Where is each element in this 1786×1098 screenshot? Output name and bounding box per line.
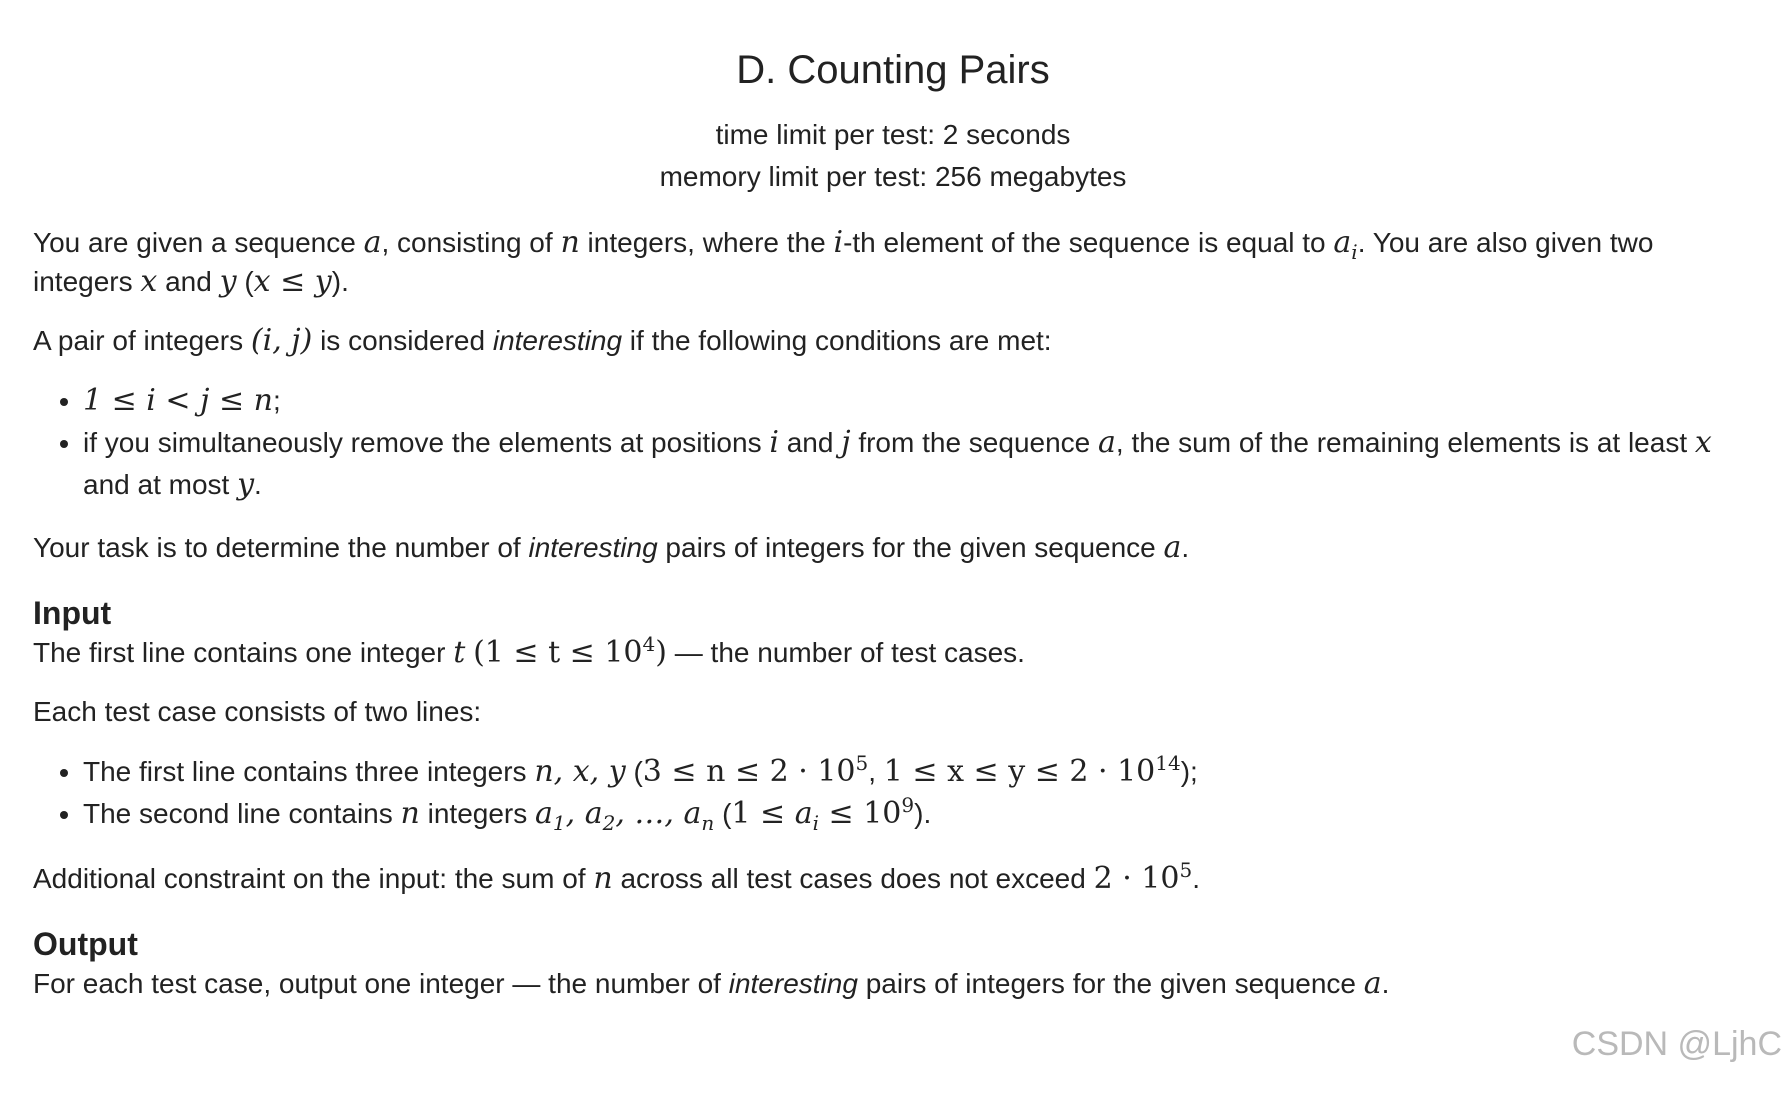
problem-header [33,0,1753,198]
text: Additional constraint on the input: the sum of [33,863,594,894]
statement-paragraph-2 [33,321,1753,360]
math-y: y [219,264,237,299]
math-a-i [1333,225,1358,264]
math-a: a [1363,966,1382,1001]
math-j: j [841,425,851,460]
math-i: i [833,225,844,260]
text: ( [236,266,254,297]
text: and at most [83,469,238,500]
text: A pair of integers [33,325,251,356]
text: , the sum of the remaining elements is at least [1115,427,1695,458]
memory-limit: memory limit per test: 256 megabytes [659,161,1127,192]
text: pairs of integers for the given sequence [857,968,1364,999]
text: from the sequence [850,427,1099,458]
math-x-le-y: x ≤ y [253,264,332,299]
math-sub: n [701,811,715,835]
math-sup: 5 [855,751,869,775]
math-text: a [584,796,603,831]
text: ( [625,756,643,787]
math-text: ≤ 10 [819,796,902,831]
text: ; [272,385,281,416]
watermark: CSDN @LjhC [1571,1025,1782,1063]
text: if you simultaneously remove the elements at positions [83,427,770,458]
list-item [83,751,1753,793]
text: . [254,469,262,500]
emphasis-interesting: interesting [728,968,858,999]
output-line-1 [33,964,1753,1003]
math-y: y [237,467,255,502]
text: ); [1180,756,1198,787]
math-n: n [560,225,580,260]
math-text: a [683,796,702,831]
text: The first line contains one integer [33,637,454,668]
list-item [83,422,1753,506]
math-sub: i [1351,240,1358,264]
text: ). [331,266,349,297]
input-format-list [33,751,1753,835]
math-t: t [453,635,466,670]
math-xy-range [883,751,1181,789]
math-sup: 14 [1155,751,1181,775]
math-text: , …, [615,796,684,831]
math-ai [794,796,819,835]
text: ). [914,798,932,829]
math-sub: i [812,811,819,835]
math-condition-1: 1 ≤ i < j ≤ n [83,383,273,418]
math-x: x [140,264,158,299]
math-n: n [593,861,613,896]
text: integers, where the [579,227,834,258]
math-text: a [794,796,813,831]
text: . [1381,968,1390,999]
text: . You are also given two integers [33,227,1654,297]
input-heading: Input [33,595,112,631]
text: — the number of test cases. [666,637,1025,668]
text: . [1181,532,1190,563]
text: if the following conditions are met: [622,325,1052,356]
text: -th element of the sequence is equal to [843,227,1334,258]
math-sup: 4 [642,632,656,656]
text: The second line contains [83,798,401,829]
math-a: a [1098,425,1116,460]
math-base: a [1333,225,1352,260]
text: The first line contains three integers [83,756,535,787]
text: integers [419,798,536,829]
statement-paragraph-1 [33,223,1753,301]
time-limit: time limit per test: 2 seconds [715,119,1071,150]
text: , consisting of [381,227,561,258]
conditions-list [33,380,1753,506]
math-sup: 9 [901,793,915,817]
text: You are given a sequence [33,227,364,258]
statement-paragraph-3 [33,528,1753,567]
math-sub: 1 [552,811,566,835]
math-text: 1 ≤ x ≤ y ≤ 2 · 10 [883,754,1156,789]
math-n-x-y: n, x, y [534,754,626,789]
math-a: a [363,225,382,260]
text: across all test cases does not exceed [612,863,1094,894]
math-sum-limit [1093,858,1193,896]
text: , [868,756,884,787]
math-ai-range [731,793,915,835]
math-text: 2 · 10 [1093,861,1180,896]
math-i: i [769,425,779,460]
emphasis-interesting: interesting [528,532,658,563]
list-item [83,380,1753,422]
math-text: ) [655,635,667,670]
input-line-2: Each test case consists of two lines: [33,696,482,727]
text: ( [714,798,732,829]
text: is considered [312,325,493,356]
text: pairs of integers for the given sequence [657,532,1164,563]
problem-title: D. Counting Pairs [736,48,1050,92]
list-item [83,793,1753,835]
text: and [157,266,220,297]
input-line-3 [33,859,1753,898]
math-sequence [535,796,715,835]
math-text: a [535,796,553,831]
text: Your task is to determine the number of [33,532,529,563]
math-text: (1 ≤ t ≤ 10 [473,635,643,670]
math-n-range [642,751,869,789]
input-line-1 [33,633,1753,672]
math-pair-ij: (i, j) [250,323,313,358]
math-text: , [565,796,585,831]
text: For each test case, output one integer — the number of [33,968,729,999]
emphasis-interesting: interesting [492,325,623,356]
problem-page [33,0,1753,1003]
math-sup: 5 [1179,858,1193,882]
math-t-range [473,632,667,670]
text: . [1192,863,1200,894]
math-text: 3 ≤ n ≤ 2 · 10 [642,754,856,789]
text: and [778,427,842,458]
math-a: a [1163,530,1182,565]
math-x: x [1694,425,1712,460]
output-heading: Output [33,926,138,962]
math-sub: 2 [602,811,616,835]
math-text: 1 ≤ [731,796,795,831]
math-n: n [400,796,420,831]
